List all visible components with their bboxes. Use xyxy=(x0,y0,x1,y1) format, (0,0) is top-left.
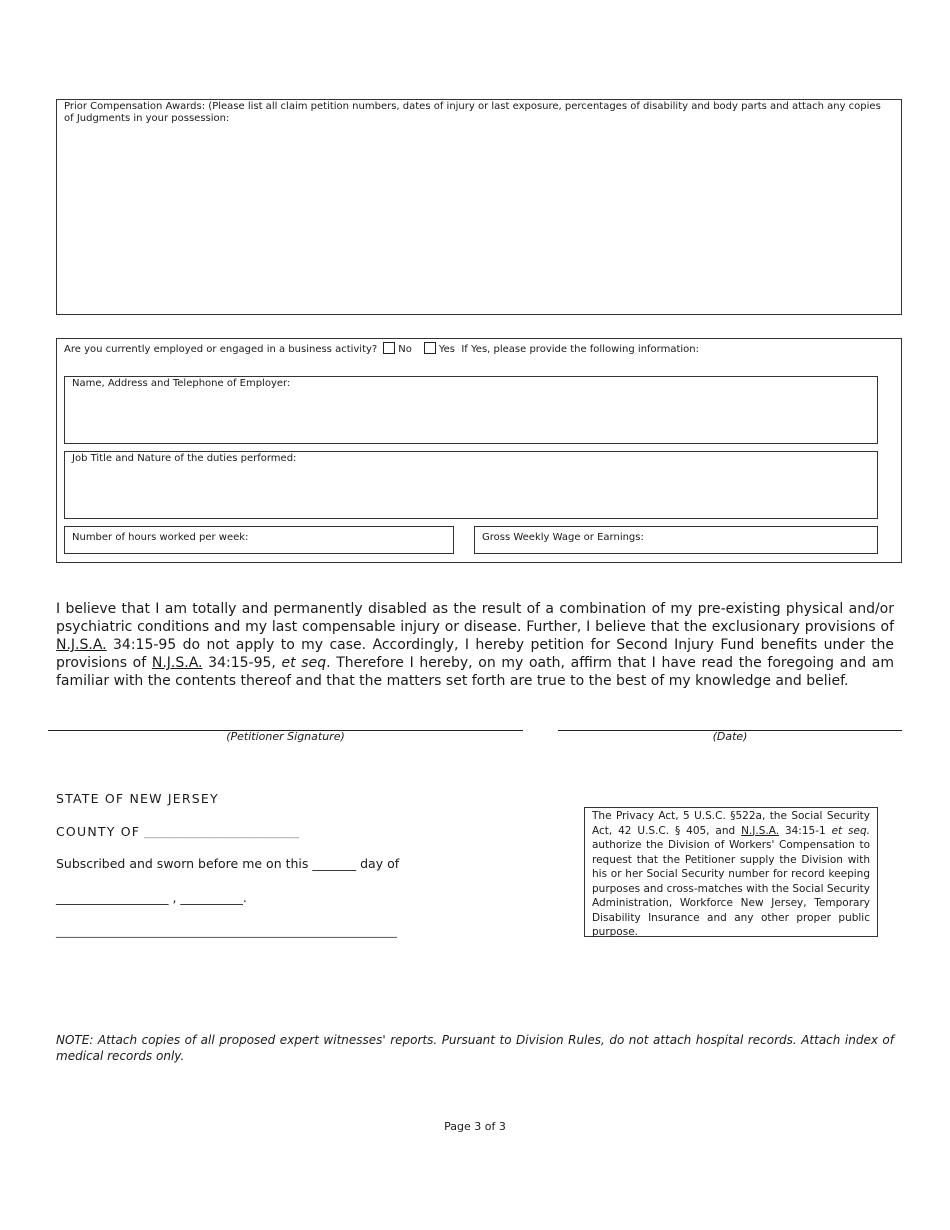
employment-question-row xyxy=(64,342,699,356)
note-text: NOTE: Attach copies of all proposed expert witnesses' reports. Pursuant to Division Rules, do not attach hospital records. Attach index of medical records only. xyxy=(56,1033,894,1063)
statement-part4: . Therefore I hereby, on my oath, affirm that I have read the foregoing and am familiar with the contents thereof and that the matters set forth are true to the best of my knowledge and belief. xyxy=(56,655,894,689)
statement-part3: 34:15-95, xyxy=(202,655,282,671)
hours-field[interactable] xyxy=(64,526,454,554)
et-seq: et seq xyxy=(281,655,327,671)
yes-label: Yes xyxy=(438,344,455,355)
subscribed-text: Subscribed and sworn before me on this _______ day of xyxy=(56,856,400,871)
county-blank[interactable]: _______________________________ xyxy=(144,828,300,839)
job-title-field[interactable] xyxy=(64,451,878,519)
privacy-et-seq: et seq. xyxy=(831,824,870,837)
yes-checkbox[interactable] xyxy=(424,342,436,354)
job-title-label: Job Title and Nature of the duties performed: xyxy=(72,453,297,464)
date-caption: (Date) xyxy=(712,730,748,743)
no-label: No xyxy=(398,344,412,355)
privacy-part1: The Privacy Act, 5 U.S.C. §522a, the Social Security Act, 42 U.S.C. § 405, and xyxy=(592,810,870,837)
njsa-ref-2: N.J.S.A. xyxy=(151,655,203,671)
state-label: STATE OF NEW JERSEY xyxy=(56,791,219,806)
privacy-act-box xyxy=(584,807,878,937)
privacy-njsa-ref: N.J.S.A. xyxy=(741,824,780,837)
employer-field[interactable] xyxy=(64,376,878,444)
prior-awards-label: Prior Compensation Awards: (Please list all claim petition numbers, dates of injury or last exposure, percentages of disability and body parts and attach any copies of Judgments in your possession: xyxy=(64,101,881,124)
page-number: Page 3 of 3 xyxy=(444,1120,506,1133)
county-row xyxy=(56,824,299,839)
privacy-act-text xyxy=(592,809,870,940)
njsa-ref-1: N.J.S.A. xyxy=(56,637,107,653)
petitioner-signature-caption: (Petitioner Signature) xyxy=(226,730,345,743)
statement-part2: 34:15-95 do not apply to my case. Accordingly, I hereby petition for Second Injury Fund benefits under the provisions of xyxy=(56,637,894,671)
notary-date-line[interactable]: __________________ , __________. xyxy=(56,890,247,905)
wage-field[interactable] xyxy=(474,526,878,554)
if-yes-text: If Yes, please provide the following information: xyxy=(461,344,699,355)
wage-label: Gross Weekly Wage or Earnings: xyxy=(482,532,644,543)
privacy-part3: authorize the Division of Workers' Compensation to request that the Petitioner supply the Division with his or her Social Security number for record keeping purposes and cross-matches with the Social Security Administration, Workforce New Jersey, Temporary Disability Insurance and any other proper public purpose. xyxy=(592,839,870,938)
prior-awards-box[interactable] xyxy=(56,99,902,315)
employer-label: Name, Address and Telephone of Employer: xyxy=(72,378,291,389)
notary-signature-line[interactable]: ______________________________________________________________ xyxy=(56,925,397,938)
no-checkbox[interactable] xyxy=(383,342,395,354)
privacy-part2: 34:15-1 xyxy=(779,824,832,837)
county-label: COUNTY OF xyxy=(56,824,141,839)
hours-label: Number of hours worked per week: xyxy=(72,532,249,543)
employment-question: Are you currently employed or engaged in a business activity? xyxy=(64,344,378,355)
employment-section xyxy=(56,338,902,563)
statement-part1: I believe that I am totally and permanently disabled as the result of a combination of my pre-existing physical and/or psychiatric conditions and my last compensable injury or disease. Further, I believe that the exclusionary provisions of xyxy=(56,601,894,635)
statement-paragraph xyxy=(56,600,894,690)
